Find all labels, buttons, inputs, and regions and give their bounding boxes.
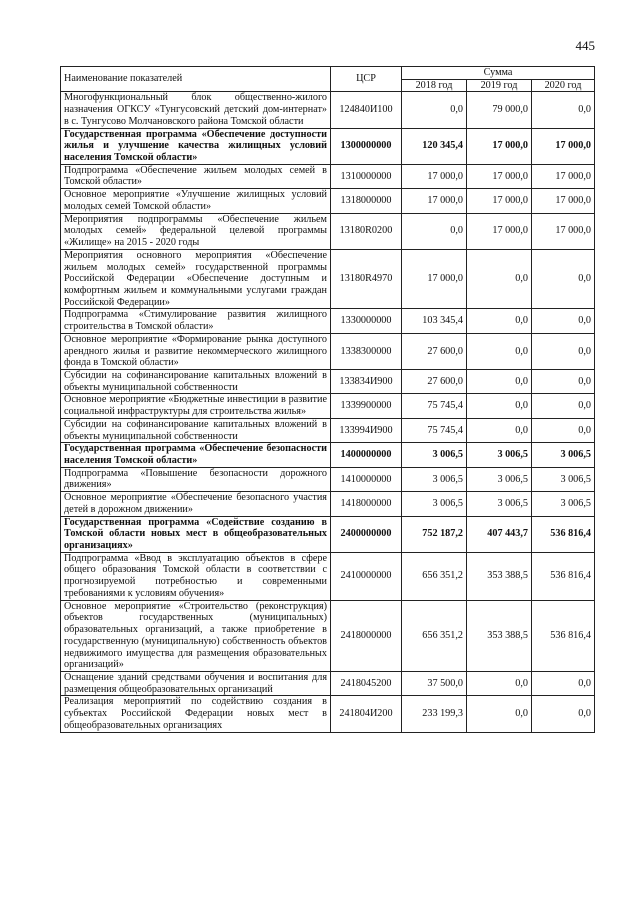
row-name: Мероприятия основного мероприятия «Обеспечение жильем молодых семей» государственной программы Российской Федерации «Обеспечение доступным и комфортным жильем и коммунальными услугами граждан Российской Федерации»: [61, 249, 331, 309]
row-code: 133834И900: [331, 369, 402, 393]
row-code: 1300000000: [331, 128, 402, 164]
row-value-2018: 233 199,3: [402, 696, 467, 732]
row-value-2018: 0,0: [402, 92, 467, 128]
row-value-2019: 17 000,0: [467, 189, 532, 213]
table-body: [61, 92, 595, 732]
budget-table: [60, 66, 595, 733]
row-value-2018: 120 345,4: [402, 128, 467, 164]
row-code: 133994И900: [331, 418, 402, 442]
table-row: [61, 213, 595, 249]
row-code: 2410000000: [331, 552, 402, 600]
row-value-2018: 656 351,2: [402, 600, 467, 671]
row-value-2020: 3 006,5: [532, 467, 595, 491]
row-value-2020: 17 000,0: [532, 213, 595, 249]
row-value-2020: 536 816,4: [532, 516, 595, 552]
row-value-2018: 17 000,0: [402, 189, 467, 213]
row-name: Основное мероприятие «Обеспечение безопасного участия детей в дорожном движении»: [61, 492, 331, 516]
row-value-2018: 103 345,4: [402, 309, 467, 333]
row-value-2019: 3 006,5: [467, 443, 532, 467]
table-row: [61, 309, 595, 333]
row-value-2020: 0,0: [532, 369, 595, 393]
row-value-2019: 0,0: [467, 309, 532, 333]
row-value-2018: 3 006,5: [402, 492, 467, 516]
row-value-2018: 3 006,5: [402, 467, 467, 491]
row-value-2020: 536 816,4: [532, 552, 595, 600]
row-value-2020: 0,0: [532, 333, 595, 369]
row-value-2019: 0,0: [467, 249, 532, 309]
row-code: 2400000000: [331, 516, 402, 552]
row-value-2018: 27 600,0: [402, 369, 467, 393]
row-value-2019: 17 000,0: [467, 164, 532, 188]
row-value-2019: 0,0: [467, 369, 532, 393]
row-code: 1339900000: [331, 394, 402, 418]
row-value-2018: 752 187,2: [402, 516, 467, 552]
row-value-2019: 353 388,5: [467, 600, 532, 671]
row-code: 241804И200: [331, 696, 402, 732]
row-value-2020: 0,0: [532, 671, 595, 695]
row-name: Государственная программа «Обеспечение доступности жилья и улучшение качества жилищных условий населения Томской области»: [61, 128, 331, 164]
row-value-2020: 0,0: [532, 394, 595, 418]
row-code: 13180R4970: [331, 249, 402, 309]
row-value-2019: 0,0: [467, 418, 532, 442]
row-value-2019: 79 000,0: [467, 92, 532, 128]
table-row: [61, 552, 595, 600]
row-value-2019: 3 006,5: [467, 492, 532, 516]
row-value-2018: 27 600,0: [402, 333, 467, 369]
row-value-2019: 0,0: [467, 333, 532, 369]
header-sum: Сумма: [402, 67, 595, 80]
row-value-2018: 17 000,0: [402, 249, 467, 309]
table-row: [61, 189, 595, 213]
row-code: 1418000000: [331, 492, 402, 516]
table-row: [61, 369, 595, 393]
row-code: 2418000000: [331, 600, 402, 671]
row-value-2018: 37 500,0: [402, 671, 467, 695]
table-row: [61, 418, 595, 442]
row-name: Основное мероприятие «Улучшение жилищных условий молодых семей Томской области»: [61, 189, 331, 213]
row-value-2018: 17 000,0: [402, 164, 467, 188]
row-name: Оснащение зданий средствами обучения и воспитания для размещения общеобразовательных организаций: [61, 671, 331, 695]
row-name: Основное мероприятие «Бюджетные инвестиции в развитие социальной инфраструктуры для строительства жилья»: [61, 394, 331, 418]
table-row: [61, 249, 595, 309]
row-name: Государственная программа «Обеспечение безопасности населения Томской области»: [61, 443, 331, 467]
row-value-2018: 656 351,2: [402, 552, 467, 600]
row-value-2018: 0,0: [402, 213, 467, 249]
row-value-2018: 75 745,4: [402, 418, 467, 442]
row-code: 1338300000: [331, 333, 402, 369]
table-row: [61, 696, 595, 732]
header-name: Наименование показателей: [61, 67, 331, 92]
header-year-2018: 2018 год: [402, 79, 467, 92]
row-value-2018: 75 745,4: [402, 394, 467, 418]
row-code: 1400000000: [331, 443, 402, 467]
row-value-2020: 3 006,5: [532, 492, 595, 516]
table-row: [61, 600, 595, 671]
row-name: Основное мероприятие «Формирование рынка доступного арендного жилья и развитие некоммерческого жилищного фонда в Томской области»: [61, 333, 331, 369]
header-year-2020: 2020 год: [532, 79, 595, 92]
row-value-2019: 0,0: [467, 394, 532, 418]
row-name: Основное мероприятие «Строительство (реконструкция) объектов государственных (муниципальных) образовательных организаций, а также приобретение в государственную (муниципальную) собственность объектов недвижимого имущества для размещения образовательных организаций»: [61, 600, 331, 671]
table-row: [61, 333, 595, 369]
row-value-2019: 0,0: [467, 696, 532, 732]
row-name: Подпрограмма «Ввод в эксплуатацию объектов в сфере общего образования Томской области в соответствии с прогнозируемой потребностью и современными требованиями к условиям обучения»: [61, 552, 331, 600]
table-row: [61, 128, 595, 164]
row-value-2020: 0,0: [532, 309, 595, 333]
row-code: 2418045200: [331, 671, 402, 695]
row-name: Субсидии на софинансирование капитальных вложений в объекты муниципальной собственности: [61, 369, 331, 393]
row-value-2020: 0,0: [532, 92, 595, 128]
row-name: Мероприятия подпрограммы «Обеспечение жильем молодых семей» федеральной целевой программы «Жилище» на 2015 - 2020 годы: [61, 213, 331, 249]
row-value-2020: 0,0: [532, 696, 595, 732]
row-value-2018: 3 006,5: [402, 443, 467, 467]
table-row: [61, 671, 595, 695]
row-value-2020: 0,0: [532, 249, 595, 309]
row-name: Реализация мероприятий по содействию создания в субъектах Российской Федерации новых мест в общеобразовательных организациях: [61, 696, 331, 732]
table-row: [61, 394, 595, 418]
row-value-2020: 536 816,4: [532, 600, 595, 671]
header-code: ЦСР: [331, 67, 402, 92]
row-value-2019: 3 006,5: [467, 467, 532, 491]
table-row: [61, 492, 595, 516]
table-row: [61, 443, 595, 467]
row-value-2020: 3 006,5: [532, 443, 595, 467]
table-row: [61, 467, 595, 491]
table-row: [61, 164, 595, 188]
row-code: 1410000000: [331, 467, 402, 491]
row-value-2019: 353 388,5: [467, 552, 532, 600]
row-name: Многофункциональный блок общественно-жилого назначения ОГКСУ «Тунгусовский детский дом-интернат» в с. Тунгусово Молчановского района Томской области: [61, 92, 331, 128]
page-number: 445: [575, 38, 595, 53]
row-name: Государственная программа «Содействие созданию в Томской области новых мест в общеобразовательных организациях»: [61, 516, 331, 552]
row-value-2019: 17 000,0: [467, 213, 532, 249]
row-value-2019: 17 000,0: [467, 128, 532, 164]
header-year-2019: 2019 год: [467, 79, 532, 92]
row-code: 13180R0200: [331, 213, 402, 249]
row-name: Субсидии на софинансирование капитальных вложений в объекты муниципальной собственности: [61, 418, 331, 442]
row-value-2020: 17 000,0: [532, 128, 595, 164]
row-value-2020: 17 000,0: [532, 164, 595, 188]
table-row: [61, 516, 595, 552]
row-value-2020: 17 000,0: [532, 189, 595, 213]
table-row: [61, 92, 595, 128]
row-name: Подпрограмма «Стимулирование развития жилищного строительства в Томской области»: [61, 309, 331, 333]
row-code: 124840И100: [331, 92, 402, 128]
row-code: 1330000000: [331, 309, 402, 333]
row-value-2019: 0,0: [467, 671, 532, 695]
row-value-2019: 407 443,7: [467, 516, 532, 552]
row-value-2020: 0,0: [532, 418, 595, 442]
row-name: Подпрограмма «Обеспечение жильем молодых семей в Томской области»: [61, 164, 331, 188]
row-name: Подпрограмма «Повышение безопасности дорожного движения»: [61, 467, 331, 491]
row-code: 1318000000: [331, 189, 402, 213]
row-code: 1310000000: [331, 164, 402, 188]
